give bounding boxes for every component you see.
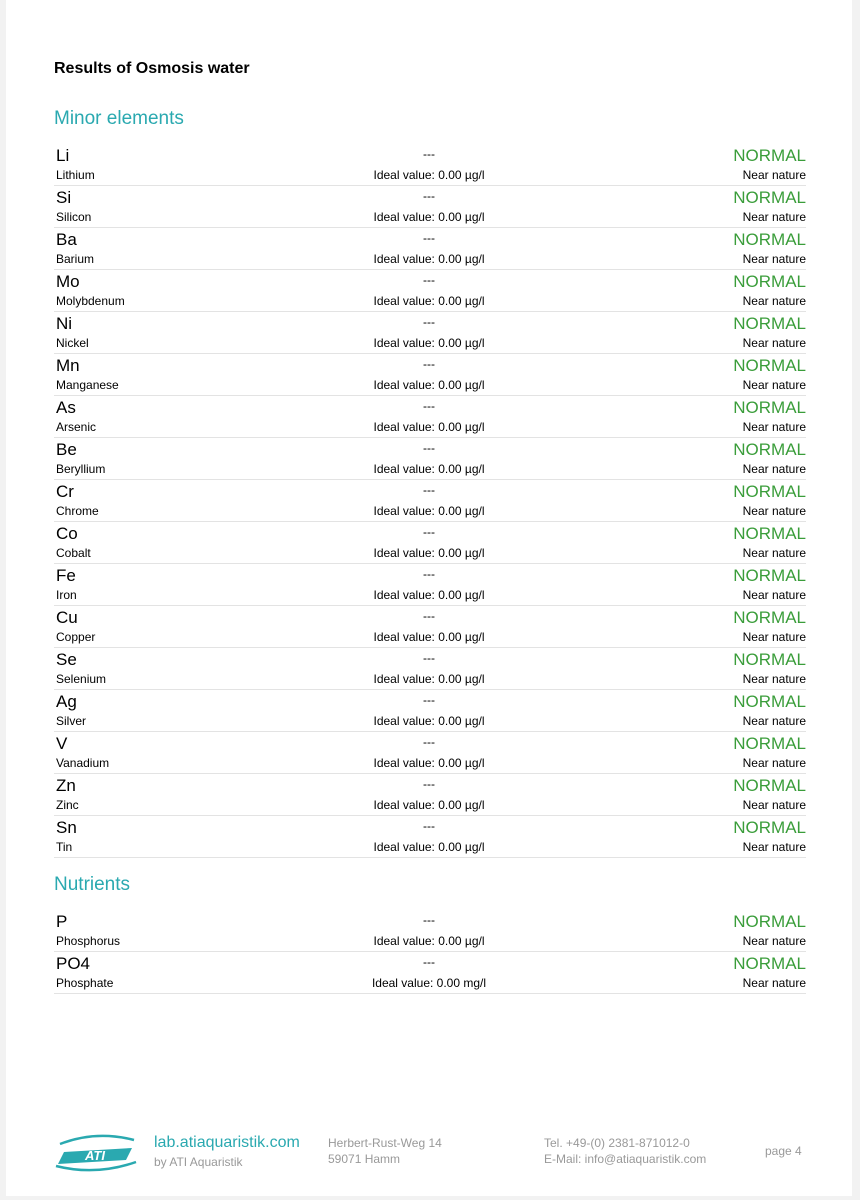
element-name: Phosphate xyxy=(56,976,114,990)
status-note: Near nature xyxy=(742,294,806,308)
measured-value: --- xyxy=(423,483,435,497)
footer-address-city: 59071 Hamm xyxy=(328,1152,401,1166)
page-number: page 4 xyxy=(765,1144,802,1158)
footer-site-link[interactable]: lab.atiaquaristik.com xyxy=(154,1134,300,1151)
status-note: Near nature xyxy=(742,210,806,224)
result-row xyxy=(54,952,806,994)
page-title: Results of Osmosis water xyxy=(54,60,250,77)
element-name: Beryllium xyxy=(56,462,106,476)
footer-email: E-Mail: info@atiaquaristik.com xyxy=(544,1152,707,1166)
status-label: NORMAL xyxy=(733,818,806,837)
element-symbol: Zn xyxy=(56,776,76,795)
ati-logo xyxy=(54,1132,138,1172)
result-row xyxy=(54,186,806,228)
status-label: NORMAL xyxy=(733,954,806,973)
measured-value: --- xyxy=(423,609,435,623)
logo-text: ATI xyxy=(85,1148,105,1163)
ideal-value: Ideal value: 0.00 µg/l xyxy=(373,294,485,308)
element-name: Barium xyxy=(56,252,95,266)
result-row xyxy=(54,648,806,690)
result-row xyxy=(54,480,806,522)
ideal-value: Ideal value: 0.00 µg/l xyxy=(373,504,485,518)
footer-telephone: Tel. +49-(0) 2381-871012-0 xyxy=(544,1136,690,1150)
measured-value: --- xyxy=(423,357,435,371)
status-note: Near nature xyxy=(742,840,806,854)
status-label: NORMAL xyxy=(733,314,806,333)
result-row xyxy=(54,690,806,732)
result-row xyxy=(54,354,806,396)
ideal-value: Ideal value: 0.00 µg/l xyxy=(373,252,485,266)
status-label: NORMAL xyxy=(733,146,806,165)
status-label: NORMAL xyxy=(733,912,806,931)
ideal-value: Ideal value: 0.00 µg/l xyxy=(373,168,485,182)
element-name: Selenium xyxy=(56,672,107,686)
element-name: Vanadium xyxy=(56,756,110,770)
ideal-value: Ideal value: 0.00 µg/l xyxy=(373,210,485,224)
status-note: Near nature xyxy=(742,588,806,602)
status-label: NORMAL xyxy=(733,188,806,207)
measured-value: --- xyxy=(423,147,435,161)
element-symbol: Ag xyxy=(56,692,77,711)
element-symbol: PO4 xyxy=(56,954,91,973)
document-page xyxy=(6,0,852,1196)
status-note: Near nature xyxy=(742,504,806,518)
measured-value: --- xyxy=(423,651,435,665)
status-note: Near nature xyxy=(742,976,806,990)
status-note: Near nature xyxy=(742,714,806,728)
measured-value: --- xyxy=(423,777,435,791)
ideal-value: Ideal value: 0.00 µg/l xyxy=(373,934,485,948)
status-note: Near nature xyxy=(742,420,806,434)
status-note: Near nature xyxy=(742,630,806,644)
ideal-value: Ideal value: 0.00 µg/l xyxy=(373,840,485,854)
measured-value: --- xyxy=(423,955,435,969)
element-name: Tin xyxy=(56,840,73,854)
footer-byline: by ATI Aquaristik xyxy=(154,1155,243,1169)
ideal-value: Ideal value: 0.00 µg/l xyxy=(373,672,485,686)
element-symbol: Be xyxy=(56,440,77,459)
status-label: NORMAL xyxy=(733,692,806,711)
element-symbol: Co xyxy=(56,524,78,543)
element-symbol: Mo xyxy=(56,272,80,291)
result-row xyxy=(54,270,806,312)
element-symbol: Fe xyxy=(56,566,76,585)
measured-value: --- xyxy=(423,441,435,455)
result-row xyxy=(54,564,806,606)
element-symbol: Li xyxy=(56,146,70,165)
ideal-value: Ideal value: 0.00 µg/l xyxy=(373,756,485,770)
ideal-value: Ideal value: 0.00 µg/l xyxy=(373,588,485,602)
status-label: NORMAL xyxy=(733,524,806,543)
element-name: Molybdenum xyxy=(56,294,125,308)
result-row xyxy=(54,732,806,774)
ideal-value: Ideal value: 0.00 µg/l xyxy=(373,462,485,476)
element-symbol: Se xyxy=(56,650,77,669)
measured-value: --- xyxy=(423,189,435,203)
ideal-value: Ideal value: 0.00 mg/l xyxy=(371,976,487,990)
measured-value: --- xyxy=(423,315,435,329)
status-note: Near nature xyxy=(742,462,806,476)
result-row xyxy=(54,910,806,952)
element-name: Silicon xyxy=(56,210,92,224)
measured-value: --- xyxy=(423,231,435,245)
status-label: NORMAL xyxy=(733,566,806,585)
element-symbol: Mn xyxy=(56,356,80,375)
measured-value: --- xyxy=(423,693,435,707)
status-label: NORMAL xyxy=(733,650,806,669)
element-symbol: Cr xyxy=(56,482,74,501)
status-note: Near nature xyxy=(742,798,806,812)
element-symbol: As xyxy=(56,398,76,417)
result-row xyxy=(54,396,806,438)
status-label: NORMAL xyxy=(733,398,806,417)
result-row xyxy=(54,774,806,816)
ideal-value: Ideal value: 0.00 µg/l xyxy=(373,798,485,812)
element-name: Lithium xyxy=(56,168,95,182)
status-label: NORMAL xyxy=(733,356,806,375)
status-note: Near nature xyxy=(742,336,806,350)
element-symbol: Si xyxy=(56,188,72,207)
result-row xyxy=(54,816,806,858)
status-label: NORMAL xyxy=(733,776,806,795)
measured-value: --- xyxy=(423,819,435,833)
status-note: Near nature xyxy=(742,546,806,560)
element-name: Copper xyxy=(56,630,96,644)
measured-value: --- xyxy=(423,399,435,413)
measured-value: --- xyxy=(423,735,435,749)
element-name: Cobalt xyxy=(56,546,91,560)
result-row xyxy=(54,228,806,270)
measured-value: --- xyxy=(423,273,435,287)
page-footer xyxy=(6,1130,852,1180)
status-label: NORMAL xyxy=(733,440,806,459)
status-label: NORMAL xyxy=(733,608,806,627)
measured-value: --- xyxy=(423,525,435,539)
measured-value: --- xyxy=(423,913,435,927)
ideal-value: Ideal value: 0.00 µg/l xyxy=(373,336,485,350)
element-symbol: Cu xyxy=(56,608,78,627)
ideal-value: Ideal value: 0.00 µg/l xyxy=(373,420,485,434)
element-name: Silver xyxy=(56,714,87,728)
status-label: NORMAL xyxy=(733,482,806,501)
ideal-value: Ideal value: 0.00 µg/l xyxy=(373,378,485,392)
element-name: Zinc xyxy=(56,798,79,812)
element-name: Manganese xyxy=(56,378,119,392)
result-row xyxy=(54,522,806,564)
ideal-value: Ideal value: 0.00 µg/l xyxy=(373,546,485,560)
result-row xyxy=(54,144,806,186)
section-heading-minor-elements: Minor elements xyxy=(54,108,184,129)
element-name: Phosphorus xyxy=(56,934,121,948)
footer-address-street: Herbert-Rust-Weg 14 xyxy=(328,1136,442,1150)
status-note: Near nature xyxy=(742,168,806,182)
result-row xyxy=(54,606,806,648)
status-note: Near nature xyxy=(742,252,806,266)
ideal-value: Ideal value: 0.00 µg/l xyxy=(373,714,485,728)
section-heading-nutrients: Nutrients xyxy=(54,874,131,895)
element-name: Chrome xyxy=(56,504,99,518)
result-row xyxy=(54,438,806,480)
element-symbol: Ni xyxy=(56,314,73,333)
status-note: Near nature xyxy=(742,672,806,686)
element-name: Nickel xyxy=(56,336,89,350)
status-note: Near nature xyxy=(742,756,806,770)
element-symbol: Ba xyxy=(56,230,77,249)
element-name: Iron xyxy=(56,588,77,602)
element-symbol: Sn xyxy=(56,818,77,837)
status-label: NORMAL xyxy=(733,230,806,249)
ideal-value: Ideal value: 0.00 µg/l xyxy=(373,630,485,644)
result-row xyxy=(54,312,806,354)
measured-value: --- xyxy=(423,567,435,581)
status-label: NORMAL xyxy=(733,272,806,291)
status-note: Near nature xyxy=(742,934,806,948)
element-name: Arsenic xyxy=(56,420,97,434)
element-symbol: V xyxy=(56,734,68,753)
status-note: Near nature xyxy=(742,378,806,392)
element-symbol: P xyxy=(56,912,68,931)
status-label: NORMAL xyxy=(733,734,806,753)
